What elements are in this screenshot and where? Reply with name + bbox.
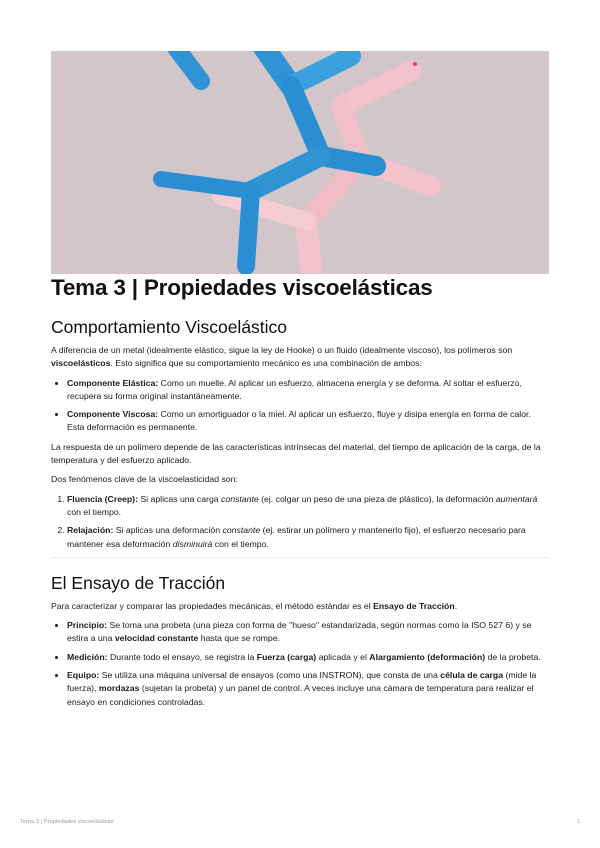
- page-number: 1: [577, 819, 581, 825]
- list-item: • Medición: Durante todo el ensayo, se registra la Fuerza (carga) aplicada y el Alargamiento (deformación) de la probeta.: [67, 651, 549, 664]
- section1-intro: A diferencia de un metal (idealmente elástico, sigue la ley de Hooke) o un fluido (idealmente viscoso), los polímeros son viscoelásticos. Esto significa que su comportamiento mecánico es una combinación de ambos:: [51, 345, 513, 369]
- list-item: • Componente Viscosa: Como un amortiguador o la miel. Al aplicar un esfuerzo, fluye y disipa energía en forma de calor. Esta deformación es permanente.: [67, 408, 549, 435]
- list-item: 2. Relajación: Si aplicas una deformación constante (ej. estirar un polímero y mantenerlo fijo), el esfuerzo necesario para mantener esa deformación disminuirá con el tiempo.: [67, 524, 549, 551]
- section-heading-tensile-test: El Ensayo de Tracción: [51, 572, 226, 593]
- component-list: [51, 377, 549, 435]
- content: [51, 316, 549, 715]
- list-item: • Componente Elástica: Como un muelle. Al aplicar un esfuerzo, almacena energía y se deforma. Al soltar el esfuerzo, recupera su forma original instantáneamente.: [67, 377, 549, 404]
- paragraph: Dos fenómenos clave de la viscoelasticidad son:: [51, 474, 238, 485]
- footer-title: Tema 3 | Propiedades viscoelásticas: [20, 819, 114, 825]
- tensile-test-list: [51, 619, 549, 709]
- hero-image: [51, 51, 549, 274]
- balloon-molecule-illustration: [51, 51, 549, 274]
- section2-intro: Para caracterizar y comparar las propiedades mecánicas, el método estándar es el Ensayo de Tracción.: [51, 600, 458, 611]
- section-divider: [51, 557, 549, 558]
- section-heading-viscoelastic: Comportamiento Viscoelástico: [51, 317, 288, 337]
- list-item: 1. Fluencia (Creep): Si aplicas una carga constante (ej. colgar un peso de una pieza de plástico), la deformación aumentará con el tiempo.: [67, 493, 549, 520]
- page-title: Tema 3 | Propiedades viscoelásticas: [51, 275, 433, 300]
- list-item: • Principio: Se toma una probeta (una pieza con forma de "hueso" estandarizada, según normas como la ISO 527 6) y se estira a una velocidad constante hasta que se rompe.: [67, 619, 549, 646]
- paragraph: La respuesta de un polímero depende de las características intrínsecas del material, del tiempo de aplicación de la carga, de la temperatura y del esfuerzo aplicado.: [51, 441, 541, 466]
- phenomena-list: [51, 493, 549, 551]
- list-item: • Equipo: Se utiliza una máquina universal de ensayos (como una INSTRON), que consta de una célula de carga (mide la fuerza), mordazas (sujetan la probeta) y un panel de control. A veces incluye una cámara de temperatura para realizar el ensayo en condiciones controladas.: [67, 669, 549, 709]
